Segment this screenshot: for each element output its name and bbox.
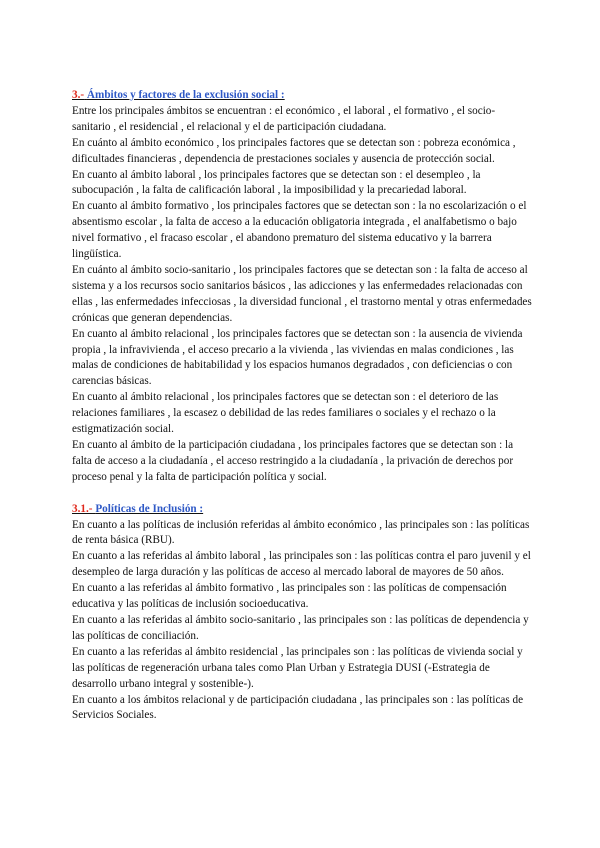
paragraph-politicas-economico: En cuanto a las políticas de inclusión referidas al ámbito económico , las principales son : las políticas de renta básica (RBU). — [72, 518, 530, 547]
paragraph-residencial: En cuanto al ámbito relacional , los principales factores que se detectan son : la ausencia de vivienda propia , la infravivienda , el acceso precario a la vivienda , las viviendas en malas condiciones , las malas de condiciones de habitabilidad y los espacios humanos degradados , con deficiencias o con carencias básicas. — [72, 327, 523, 388]
paragraph-ambitos-intro: Entre los principales ámbitos se encuentran : el económico , el laboral , el formativo , el socio-sanitario , el residencial , el relacional y el de participación ciudadana. — [72, 104, 496, 133]
section-title: Ámbitos y factores de la exclusión social : — [86, 89, 285, 101]
section-heading-politicas — [72, 502, 532, 518]
document-body — [72, 88, 532, 724]
paragraph-laboral: En cuanto al ámbito laboral , los principales factores que se detectan son : el desempleo , la subocupación , la falta de calificación laboral , la imposibilidad y la precariedad laboral. — [72, 168, 481, 197]
paragraph-politicas-formativo: En cuanto a las referidas al ámbito formativo , las principales son : las políticas de compensación educativa y las políticas de inclusión socioeducativa. — [72, 582, 507, 611]
paragraph-participacion: En cuanto al ámbito de la participación ciudadana , los principales factores que se detectan son : la falta de acceso a la ciudadanía , el acceso restringido a la ciudadanía , la privación de derechos por proceso penal y la falta de participación política y social. — [72, 438, 514, 483]
paragraph-politicas-socio-sanitario: En cuanto a las referidas al ámbito socio-sanitario , las principales son : las políticas de dependencia y las políticas de conciliación. — [72, 614, 529, 642]
paragraph-relacional: En cuanto al ámbito relacional , los principales factores que se detectan son : el deterioro de las relaciones familiares , la escasez o debilidad de las redes familiares o sociales y el rechazo o la estigmatización social. — [72, 391, 499, 436]
section-number: 3.1.- — [72, 502, 93, 515]
paragraph-politicas-relacional: En cuanto a los ámbitos relacional y de participación ciudadana , las principales son : las políticas de Servicios Sociales. — [72, 693, 524, 722]
paragraph-socio-sanitario: En cuánto al ámbito socio-sanitario , los principales factores que se detectan son : la falta de acceso al sistema y a los recursos socio sanitarios básicos , las adicciones y las enfermedades relacionadas con ellas , las enfermedades infecciosas , la diversidad funcional , el trastorno mental y otras enfermedades crónicas que generan dependencias. — [72, 263, 532, 324]
section-spacer — [72, 486, 532, 502]
paragraph-economico: En cuánto al ámbito económico , los principales factores que se detectan son : pobreza económica , dificultades financieras , dependencia de prestaciones sociales y ausencia de protección social. — [72, 136, 516, 165]
paragraph-politicas-residencial: En cuanto a las referidas al ámbito residencial , las principales son : las políticas de vivienda social y las políticas de regeneración urbana tales como Plan Urban y Estrategia DUSI (-Estrategia de desarrollo urbano integral y sostenible-). — [72, 645, 523, 690]
paragraph-formativo: En cuanto al ámbito formativo , los principales factores que se detectan son : la no escolarización o el absentismo escolar , la falta de acceso a la educación obligatoria integrada , el analfabetismo o bajo nivel formativo , el fracaso escolar , el abandono prematuro del sistema educativo y la barrera lingüística. — [72, 200, 527, 261]
section-heading-ambitos — [72, 88, 532, 104]
section-title: Políticas de Inclusión : — [95, 502, 204, 515]
section-number: 3.- — [72, 89, 85, 101]
paragraph-politicas-laboral: En cuanto a las referidas al ámbito laboral , las principales son : las políticas contra el paro juvenil y el desempleo de larga duración y las políticas de acceso al mercado laboral de mayores de 50 años. — [72, 550, 531, 579]
